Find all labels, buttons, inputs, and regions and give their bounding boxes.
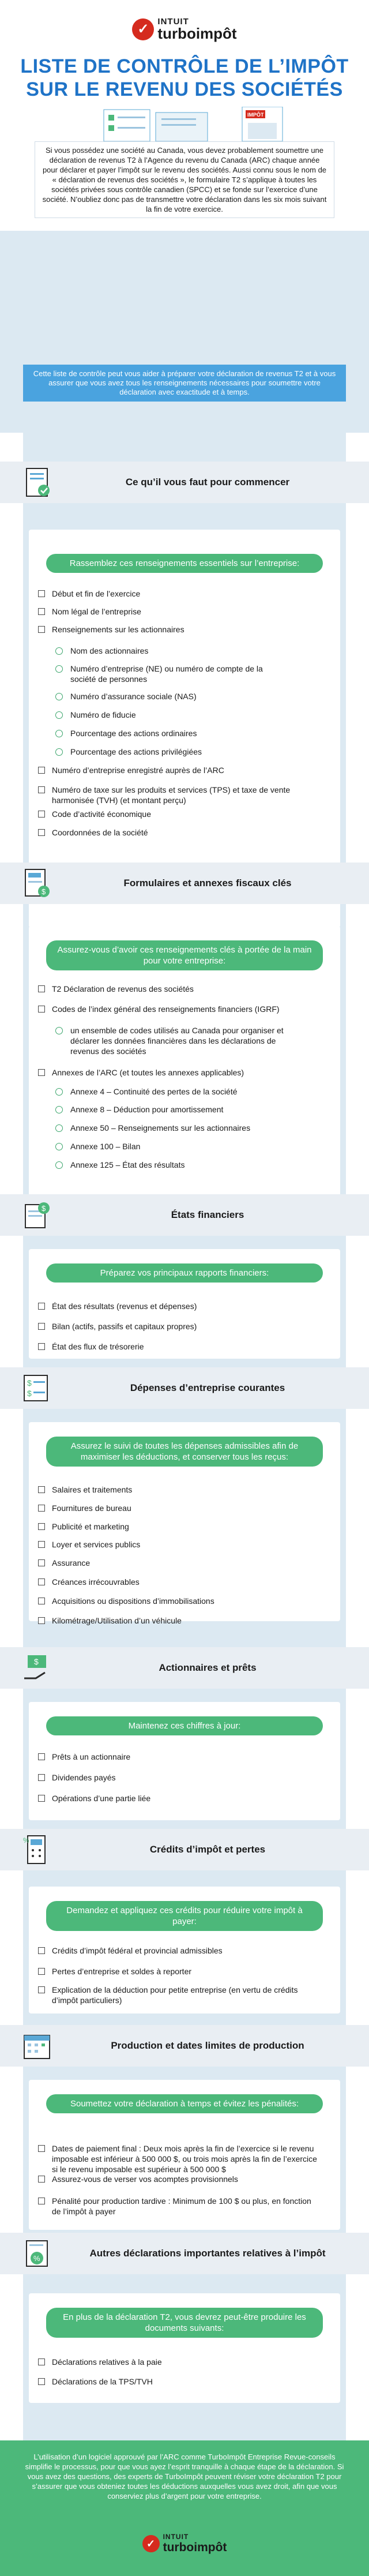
section-instruction: En plus de la déclaration T2, vous devrez peut-être produire les documents suivants: — [46, 2308, 323, 2338]
checklist-checkbox[interactable] — [38, 1774, 45, 1781]
checklist-item: Renseignements sur les actionnaires — [52, 625, 184, 634]
section-instruction: Maintenez ces chiffres à jour: — [46, 1716, 323, 1735]
footer-text: L’utilisation d’un logiciel approuvé par l’ARC comme TurboImpôt Entreprise Revue-conseils simplifie le processus, pour que vous ayez l’esprit tranquille à chaque étape de la déclaration. Si vous avez des questions, des experts de TurboImpôt peuvent réviser votre déclaration T2 pour s’assurer que vous obteniez toutes les déductions auxquelles vous avez droit, afin que vous conserviez plus d’argent pour votre entreprise. — [25, 2453, 344, 2500]
section-card — [29, 2080, 340, 2230]
intro-band — [0, 231, 369, 433]
checklist-checkbox[interactable] — [38, 1753, 45, 1760]
checklist-item: Loyer et services publics — [52, 1540, 141, 1549]
section-instruction: Assurez-vous d’avoir ces renseignements clés à portée de la main pour votre entreprise: — [46, 940, 323, 970]
sub-item-bullet — [55, 711, 63, 719]
checklist-item: Publicité et marketing — [52, 1522, 129, 1531]
calculator-icon — [22, 1835, 52, 1865]
brand-check-icon: ✓ — [132, 18, 154, 40]
checklist-item: Déclarations de la TPS/TVH — [52, 2377, 153, 2386]
expense-list-icon — [22, 1373, 52, 1403]
footer-brand-intuit: INTUIT — [163, 2533, 189, 2541]
section-card — [29, 1887, 340, 2013]
checklist-item: Numéro de taxe sur les produits et services (TPS) et taxe de vente harmonisée (TVH) (et montant perçu) — [52, 785, 291, 805]
checklist-item: T2 Déclaration de revenus des sociétés — [52, 984, 194, 993]
checklist-checkbox[interactable] — [38, 2145, 45, 2152]
footer-brand — [0, 2533, 369, 2555]
sub-item-text: Pourcentage des actions privilégiées — [70, 747, 202, 756]
checklist-checkbox[interactable] — [38, 1968, 45, 1975]
sub-item-text: Annexe 50 – Renseignements sur les actionnaires — [70, 1123, 251, 1133]
sub-item-bullet — [55, 748, 63, 756]
svg-text:$: $ — [34, 1657, 39, 1666]
intro-callout: Cette liste de contrôle peut vous aider à préparer votre déclaration de revenus T2 et à vous assurer que vous avez tous les renseignements nécessaires pour soumettre votre déclaration avec exactitude et à temps. — [23, 365, 346, 402]
checklist-item: Pertes d’entreprise et soldes à reporter — [52, 1967, 192, 1976]
sub-item-bullet — [55, 1088, 63, 1096]
checklist-checkbox[interactable] — [38, 1986, 45, 1993]
tax-documents-illustration — [0, 107, 369, 141]
checklist-item: Numéro d’entreprise enregistré auprès de l’ARC — [52, 766, 224, 775]
brand-intuit: INTUIT — [157, 17, 189, 27]
section-card — [29, 2293, 340, 2403]
checklist-item: Dates de paiement final : Deux mois après la fin de l’exercice si le revenu imposable est inférieur à 500 000 $, ou trois mois après la fin de l’exercice si le revenu imposable est supérieur à 500 000 $ — [52, 2144, 317, 2174]
section-title: Dépenses d’entreprise courantes — [130, 1382, 285, 1393]
checklist-checkbox[interactable] — [38, 1303, 45, 1310]
footer — [0, 2440, 369, 2576]
section-header — [0, 2233, 369, 2274]
section-header — [0, 1367, 369, 1409]
checklist-checkbox[interactable] — [38, 2198, 45, 2204]
financial-statement-icon — [22, 1200, 52, 1230]
section-title: Autres déclarations importantes relatives à l’impôt — [89, 2248, 326, 2259]
checklist-checkbox[interactable] — [38, 2358, 45, 2365]
checklist-item: Explication de la déduction pour petite entreprise (en vertu de crédits d’impôt particuliers) — [52, 1985, 298, 2005]
checklist-item: Codes de l’index général des renseignements financiers (IGRF) — [52, 1004, 280, 1014]
money-hand-icon — [22, 1653, 52, 1683]
brand-logo — [0, 17, 369, 41]
sub-item-text: Numéro d’assurance sociale (NAS) — [70, 692, 197, 701]
svg-text:%: % — [33, 2254, 40, 2263]
checklist-item: Code d’activité économique — [52, 809, 151, 819]
section-header — [0, 1829, 369, 1870]
sub-item-bullet — [55, 1161, 63, 1169]
sub-item-bullet — [55, 1143, 63, 1150]
sub-item-bullet — [55, 665, 63, 673]
checklist-item: Acquisitions ou dispositions d’immobilisations — [52, 1596, 214, 1606]
checklist-item: Opérations d’une partie liée — [52, 1794, 151, 1803]
section-card — [29, 1249, 340, 1359]
checklist-item: Créances irrécouvrables — [52, 1577, 140, 1587]
sub-item-text: Annexe 4 – Continuité des pertes de la société — [70, 1087, 238, 1096]
sub-item-text: Numéro de fiducie — [70, 710, 136, 719]
percent-document-icon — [22, 2238, 52, 2268]
checklist-checkbox[interactable] — [38, 1559, 45, 1566]
sub-item-text: Annexe 8 – Déduction pour amortissement — [70, 1105, 224, 1114]
sub-item-text: Pourcentage des actions ordinaires — [70, 729, 197, 738]
sub-item-bullet — [55, 1106, 63, 1113]
sub-item-bullet — [55, 693, 63, 700]
sub-item-text: Numéro d’entreprise (NE) ou numéro de compte de la société de personnes — [70, 664, 263, 684]
checklist-checkbox[interactable] — [38, 1598, 45, 1604]
sub-item-text: Nom des actionnaires — [70, 646, 149, 655]
checklist-checkbox[interactable] — [38, 1486, 45, 1493]
section-title: Production et dates limites de production — [111, 2040, 304, 2051]
checklist-checkbox[interactable] — [38, 1505, 45, 1512]
section-card — [29, 1702, 340, 1820]
section-card — [29, 1422, 340, 1625]
checklist-checkbox[interactable] — [38, 2176, 45, 2183]
section-instruction: Soumettez votre déclaration à temps et évitez les pénalités: — [46, 2094, 323, 2113]
checklist-icon — [22, 467, 52, 497]
sub-item-bullet — [55, 730, 63, 737]
footer-brand-product: turboimpôt — [163, 2541, 227, 2554]
checklist-item: Dividendes payés — [52, 1773, 116, 1782]
checklist-checkbox[interactable] — [38, 1795, 45, 1802]
checklist-checkbox[interactable] — [38, 1323, 45, 1330]
checklist-item: Déclarations relatives à la paie — [52, 2357, 162, 2367]
sub-item-bullet — [55, 647, 63, 655]
checklist-checkbox[interactable] — [38, 1006, 45, 1013]
page-title: LISTE DE CONTRÔLE DE L’IMPÔT SUR LE REVENU DES SOCIÉTÉS — [20, 55, 349, 100]
checklist-checkbox[interactable] — [38, 1617, 45, 1624]
checklist-checkbox[interactable] — [38, 1578, 45, 1585]
checklist-item: Fournitures de bureau — [52, 1503, 131, 1513]
svg-text:$: $ — [42, 1204, 46, 1213]
checklist-item: Bilan (actifs, passifs et capitaux propres) — [52, 1322, 197, 1331]
footer-check-icon: ✓ — [142, 2535, 160, 2552]
illustration-label: IMPÔT — [247, 112, 264, 118]
calendar-icon — [22, 2031, 52, 2061]
checklist-item: Prêts à un actionnaire — [52, 1752, 131, 1761]
checklist-item: État des flux de trésorerie — [52, 1342, 144, 1351]
section-title: Crédits d’impôt et pertes — [149, 1844, 266, 1855]
checklist-checkbox[interactable] — [38, 1343, 45, 1350]
section-header — [0, 462, 369, 503]
section-title: Formulaires et annexes fiscaux clés — [123, 878, 292, 888]
section-card — [29, 926, 340, 1197]
sub-item-text: Annexe 100 – Bilan — [70, 1142, 141, 1151]
section-instruction: Rassemblez ces renseignements essentiels sur l’entreprise: — [46, 554, 323, 573]
checklist-item: Annexes de l’ARC (et toutes les annexes applicables) — [52, 1068, 244, 1077]
brand-product: turboimpôt — [157, 25, 237, 42]
checklist-checkbox[interactable] — [38, 626, 45, 633]
checklist-item: État des résultats (revenus et dépenses) — [52, 1302, 197, 1311]
header — [0, 0, 369, 141]
checklist-item: Crédits d’impôt fédéral et provincial admissibles — [52, 1946, 223, 1955]
section-header — [0, 863, 369, 904]
checklist-checkbox[interactable] — [38, 1069, 45, 1076]
checklist-item: Salaires et traitements — [52, 1485, 133, 1494]
svg-text:$: $ — [27, 1389, 32, 1398]
sub-item-text: un ensemble de codes utilisés au Canada pour organiser et déclarer les données financières dans les déclarations de revenus des sociétés — [70, 1026, 284, 1056]
sub-item-bullet — [55, 1124, 63, 1132]
checklist-checkbox[interactable] — [38, 767, 45, 774]
sub-item-bullet — [55, 1027, 63, 1034]
checklist-item: Nom légal de l’entreprise — [52, 607, 141, 616]
svg-text:%: % — [23, 1836, 29, 1844]
section-instruction: Préparez vos principaux rapports financiers: — [46, 1263, 323, 1283]
sub-item-text: Annexe 125 – État des résultats — [70, 1160, 185, 1169]
tax-form-icon — [22, 868, 52, 898]
section-instruction: Assurez le suivi de toutes les dépenses admissibles afin de maximiser les déductions, et conserver tous les reçus: — [46, 1437, 323, 1467]
checklist-checkbox[interactable] — [38, 786, 45, 793]
section-header — [0, 1647, 369, 1689]
checklist-item: Pénalité pour production tardive : Minimum de 100 $ ou plus, en fonction de l’impôt à payer — [52, 2196, 311, 2216]
svg-text:$: $ — [27, 1378, 32, 1388]
checklist-checkbox[interactable] — [38, 1947, 45, 1954]
checklist-checkbox[interactable] — [38, 1541, 45, 1548]
checklist-checkbox[interactable] — [38, 985, 45, 992]
section-header — [0, 1194, 369, 1236]
checklist-item: Assurez-vous de verser vos acomptes provisionnels — [52, 2174, 238, 2184]
checklist-checkbox[interactable] — [38, 829, 45, 836]
section-title: Actionnaires et prêts — [159, 1662, 257, 1673]
checklist-item: Début et fin de l’exercice — [52, 589, 141, 598]
checklist-item: Assurance — [52, 1558, 91, 1568]
section-header — [0, 2025, 369, 2067]
checklist-checkbox[interactable] — [38, 590, 45, 597]
intro-paragraph: Si vous possédez une société au Canada, vous devez probablement soumettre une déclaration de revenus T2 à l’Agence du revenu du Canada (ARC) chaque année pour déclarer et payer l’impôt sur le revenu des sociétés. Aussi connu sous le nom de « déclaration de revenus des sociétés », le formulaire T2 s’applique à toutes les sociétés privées sous contrôle canadien (SPCC) et se fonde sur l’exercice d’une société. N’oubliez donc pas de transmettre votre déclaration dans les six mois suivant la fin de votre exercice. — [35, 141, 334, 218]
section-instruction: Demandez et appliquez ces crédits pour réduire votre impôt à payer: — [46, 1901, 323, 1931]
checklist-item: Coordonnées de la société — [52, 828, 148, 837]
checklist-checkbox[interactable] — [38, 811, 45, 818]
section-title: États financiers — [171, 1209, 244, 1220]
checklist-checkbox[interactable] — [38, 608, 45, 615]
checklist-item: Kilométrage/Utilisation d’un véhicule — [52, 1616, 182, 1625]
svg-text:$: $ — [42, 887, 46, 896]
checklist-checkbox[interactable] — [38, 2378, 45, 2385]
checklist-checkbox[interactable] — [38, 1523, 45, 1530]
section-title: Ce qu’il vous faut pour commencer — [125, 477, 290, 488]
